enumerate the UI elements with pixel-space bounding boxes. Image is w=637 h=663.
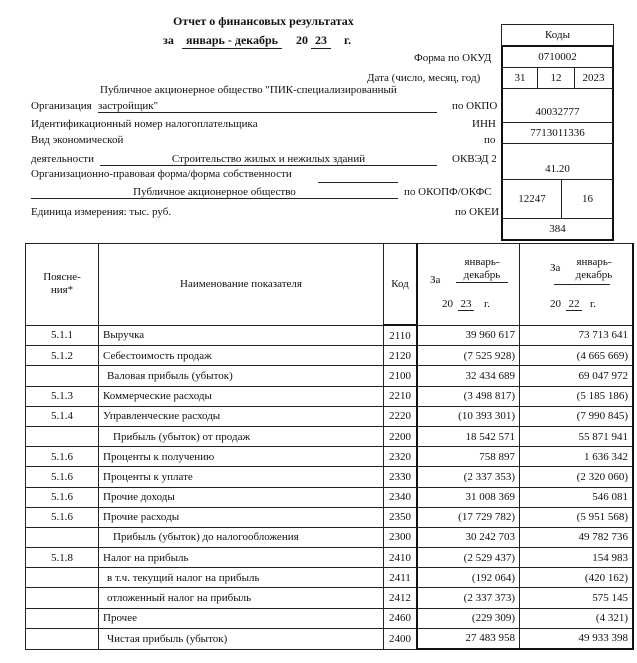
row-name: Налог на прибыль [99,548,384,568]
col2-period: январь-декабрь [575,256,613,281]
row-explanation [26,426,99,446]
row-explanation: 5.1.1 [26,325,99,346]
po-okei-label: по ОКЕИ [455,206,500,218]
row-value-2022: (420 162) [520,568,634,588]
table-row [26,487,634,507]
row-code: 2330 [384,467,418,487]
year-suffix: 23 [311,33,331,49]
year-g: г. [344,33,352,47]
row-explanation [26,568,99,588]
org-name-line2: застройщик" [98,100,437,113]
year-prefix: 20 [296,33,308,47]
unit-label: Единица измерения: тыс. руб. [31,206,172,218]
row-value-2023: 39 960 617 [417,325,520,346]
opf-label: Организационно-правовая форма/форма собственности [31,168,292,180]
col2-g: г. [590,298,597,310]
table-row [26,406,634,426]
row-code: 2100 [384,366,418,386]
row-code: 2400 [384,628,418,649]
row-value-2023: 27 483 958 [417,628,520,649]
row-explanation: 5.1.6 [26,487,99,507]
row-explanation [26,588,99,608]
date-year: 2023 [582,72,605,84]
okud-code: 0710002 [501,45,614,67]
row-value-2022: 154 983 [520,548,634,568]
row-code: 2200 [384,426,418,446]
codes-box [501,24,614,241]
row-value-2023: 30 242 703 [417,527,520,547]
header-name: Наименование показателя [99,244,384,326]
row-name: отложенный налог на прибыль [99,588,384,608]
okved-code: 41.20 [501,143,614,179]
col2-period-line [554,284,610,285]
col1-za: За [430,274,441,286]
row-code: 2110 [384,325,418,346]
row-code: 2460 [384,608,418,628]
row-explanation: 5.1.6 [26,467,99,487]
row-value-2023: (2 337 373) [417,588,520,608]
po-okopf-label: по ОКОПФ/ОКФС [404,186,492,198]
row-explanation [26,628,99,649]
row-value-2023: (2 337 353) [417,467,520,487]
okfs-value: 16 [582,193,593,205]
row-value-2023: (10 393 301) [417,406,520,426]
po-okpo-label: по ОКПО [452,100,498,112]
table-header-row [26,244,634,326]
row-name: Коммерческие расходы [99,386,384,406]
row-value-2023: (3 498 817) [417,386,520,406]
financial-table [25,243,634,650]
row-value-2022: (5 185 186) [520,386,634,406]
row-value-2023: (7 525 928) [417,346,520,366]
date-label: Дата (число, месяц, год) [367,72,481,84]
col2-year: 22 [566,298,582,311]
row-value-2022: (2 320 060) [520,467,634,487]
activity-value: Строительство жилых и нежилых зданий [100,153,437,166]
row-name: Прочие доходы [99,487,384,507]
okei-code: 384 [501,218,614,241]
row-name: Проценты к получению [99,447,384,467]
row-value-2022: (7 990 845) [520,406,634,426]
table-row [26,366,634,386]
header-code: Код [384,244,418,326]
row-name: в т.ч. текущий налог на прибыль [99,568,384,588]
table-row [26,426,634,446]
col2-year-prefix: 20 [550,298,561,310]
date-month: 12 [537,68,575,88]
row-code: 2412 [384,588,418,608]
row-value-2023: 31 008 369 [417,487,520,507]
row-value-2022: 49 933 398 [520,628,634,649]
report-title: Отчет о финансовых результатах [173,14,354,28]
row-value-2023: (229 309) [417,608,520,628]
table-row [26,568,634,588]
table-row [26,588,634,608]
header-col1 [417,244,520,326]
table-row [26,527,634,547]
okopf-code [501,179,614,218]
row-name: Проценты к уплате [99,467,384,487]
activity-line2: деятельности [31,153,94,165]
row-code: 2220 [384,406,418,426]
row-code: 2300 [384,527,418,547]
row-code: 2410 [384,548,418,568]
date-code [501,67,614,88]
row-explanation [26,366,99,386]
row-code: 2320 [384,447,418,467]
row-value-2022: 73 713 641 [520,325,634,346]
row-name: Чистая прибыль (убыток) [99,628,384,649]
codes-title: Коды [545,29,570,41]
row-value-2022: (4 665 669) [520,346,634,366]
okopf-divider [561,180,562,218]
table-row [26,467,634,487]
row-name: Валовая прибыль (убыток) [99,366,384,386]
header-col2 [520,244,634,326]
row-explanation: 5.1.2 [26,346,99,366]
row-name: Прибыль (убыток) от продаж [99,426,384,446]
row-code: 2350 [384,507,418,527]
okved-label: ОКВЭД 2 [452,153,497,165]
col1-g: г. [484,298,491,310]
table-row [26,628,634,649]
row-explanation: 5.1.8 [26,548,99,568]
row-code: 2120 [384,346,418,366]
table-row [26,447,634,467]
row-value-2023: (2 529 437) [417,548,520,568]
table-row [26,548,634,568]
row-explanation [26,608,99,628]
row-value-2023: (17 729 782) [417,507,520,527]
row-name: Себестоимость продаж [99,346,384,366]
row-value-2023: (192 064) [417,568,520,588]
col1-year-prefix: 20 [442,298,453,310]
inn-label: ИНН [472,118,496,130]
table-row [26,507,634,527]
table-row [26,346,634,366]
row-value-2022: (5 951 568) [520,507,634,527]
inn-code: 7713011336 [501,122,614,143]
inn-full-label: Идентификационный номер налогоплательщика [31,118,258,130]
org-name-line1: Публичное акционерное общество "ПИК-специализированный [100,84,397,96]
col1-year: 23 [458,298,474,311]
row-explanation: 5.1.6 [26,507,99,527]
row-value-2023: 32 434 689 [417,366,520,386]
period-za: за [163,33,174,47]
row-name: Прочее [99,608,384,628]
row-name: Выручка [99,325,384,346]
po-label: по [484,134,496,146]
col1-period: январь-декабрь [463,256,501,281]
org-label: Организация [31,100,92,112]
header-explanation: Поясне-ния* [26,244,99,326]
opf-value: Публичное акционерное общество [31,186,398,199]
row-explanation: 5.1.3 [26,386,99,406]
row-explanation [26,527,99,547]
row-name: Прибыль (убыток) до налогообложения [99,527,384,547]
forma-okud-label: Форма по ОКУД [414,52,492,64]
row-code: 2411 [384,568,418,588]
row-value-2022: 546 081 [520,487,634,507]
row-code: 2340 [384,487,418,507]
okopf-value: 12247 [518,193,546,205]
period-value: январь - декабрь [182,33,282,49]
row-value-2022: 575 145 [520,588,634,608]
row-value-2022: 49 782 736 [520,527,634,547]
row-value-2022: 1 636 342 [520,447,634,467]
row-value-2022: 55 871 941 [520,426,634,446]
row-explanation: 5.1.4 [26,406,99,426]
col1-period-line [456,282,508,283]
date-day: 31 [514,72,526,84]
opf-line [318,170,398,183]
row-value-2023: 18 542 571 [417,426,520,446]
row-value-2022: (4 321) [520,608,634,628]
row-explanation: 5.1.6 [26,447,99,467]
row-name: Прочие расходы [99,507,384,527]
okpo-code: 40032777 [501,88,614,122]
row-value-2022: 69 047 972 [520,366,634,386]
table-row [26,325,634,346]
activity-line1: Вид экономической [31,134,124,146]
col2-za: За [550,262,561,274]
row-name: Управленческие расходы [99,406,384,426]
table-row [26,386,634,406]
row-value-2023: 758 897 [417,447,520,467]
row-code: 2210 [384,386,418,406]
table-row [26,608,634,628]
